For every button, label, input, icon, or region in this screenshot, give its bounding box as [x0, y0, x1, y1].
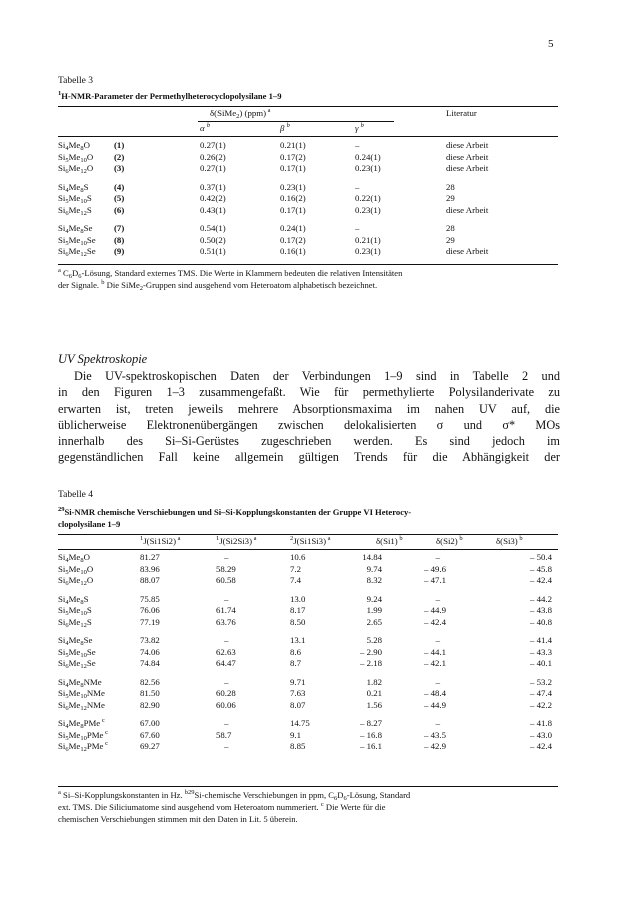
table4-cell: – 41.4	[530, 635, 552, 645]
table4-cell: – 2.90	[360, 646, 382, 657]
table4-cell: – 44.9	[424, 605, 446, 615]
table4-cell: 60.06	[216, 699, 236, 710]
alpha-value: 0.54(1)	[200, 223, 226, 233]
table4-cell: 9.74	[366, 563, 382, 574]
table4-cell: 8.6	[290, 646, 301, 657]
table-row	[58, 564, 558, 576]
page-number: 5	[548, 38, 554, 50]
table-row	[58, 223, 558, 235]
compound-number: (9)	[114, 246, 125, 256]
table-row	[58, 193, 558, 205]
gamma-value: 0.22(1)	[355, 193, 381, 203]
compound-formula: $Si_6Me_{12}Se$	[58, 246, 96, 258]
table4-cell: – 42.4	[530, 575, 552, 585]
gamma-value: 0.24(1)	[355, 151, 381, 162]
beta-value: 0.17(1)	[280, 204, 306, 215]
table-row	[58, 152, 558, 164]
compound-formula: $Si_5Me_{10}Se$	[58, 646, 96, 659]
table4-top-rule	[58, 534, 558, 535]
compound-formula: $Si_6Me_{12}S$	[58, 616, 92, 629]
compound-formula: $Si_6Me_{12}O$	[58, 575, 94, 587]
alpha-value: 0.43(1)	[200, 204, 226, 215]
table3-group-header: δ(SiMe$_2$) (ppm) $^a$	[210, 107, 271, 120]
literature-value: 29	[446, 193, 455, 203]
table4-cell: 8.17	[290, 605, 306, 615]
table4-cell: – 44.1	[424, 646, 446, 657]
table4-cell: 81.50	[140, 688, 160, 698]
compound-formula: $Si_5Me_{10}S$	[58, 605, 92, 617]
table3-header	[58, 108, 558, 120]
table-row	[58, 647, 558, 659]
table4-cell: 60.28	[216, 688, 236, 698]
table3-body	[58, 140, 558, 258]
table4-cell: 82.56	[140, 676, 160, 687]
table-row	[58, 205, 558, 217]
table4-cell: 67.00	[140, 718, 160, 728]
gamma-value: –	[355, 140, 360, 150]
gamma-value: 0.23(1)	[355, 204, 381, 215]
compound-formula: $Si_5Me_{10}O$	[58, 563, 94, 576]
paragraph-line: in den Figuren 1–3 zusammengefaßt. Wie für permethylierte Polysilanderivate zu	[58, 385, 560, 400]
table4-cell: 7.2	[290, 563, 301, 574]
table3-literature-header: Literatur	[446, 108, 477, 118]
gamma-value: 0.23(1)	[355, 163, 381, 173]
table4-cell: 0.21	[366, 688, 382, 698]
table3-caption: $^1$H-NMR-Parameter der Permethylheterocyclopolysilane 1–9	[58, 90, 282, 101]
table-row	[58, 730, 558, 742]
compound-number: (4)	[114, 181, 125, 192]
gamma-value: –	[355, 223, 360, 233]
table4-cell: 9.24	[366, 593, 382, 604]
table4-cell: – 47.1	[424, 575, 446, 585]
table-row	[58, 182, 558, 194]
table4-cell: –	[224, 676, 229, 687]
beta-value: 0.17(2)	[280, 234, 306, 245]
compound-formula: $Si_4Me_8O$	[58, 552, 90, 564]
table4-cell: – 16.1	[360, 741, 382, 751]
alpha-value: 0.50(2)	[200, 234, 226, 245]
table4-cell: 58.7	[216, 729, 232, 740]
compound-formula: $Si_4Me_8Se$	[58, 223, 93, 235]
table3-footnote: $^a$ $C_6D_6$-Lösung, Standard externes TMS. Die Werte in Klammern bedeuten die relativen Intensitäten der Signale. $^b$ Die SiMe$_2$-Gruppen sind ausgehend vom Heteroatom alphabetisch bezeichnet.	[58, 267, 403, 292]
gamma-value: –	[355, 181, 360, 192]
table4-cell: – 8.27	[360, 718, 382, 728]
compound-number: (3)	[114, 163, 125, 173]
table3-bottom-rule	[58, 264, 558, 265]
gamma-value: 0.23(1)	[355, 246, 381, 256]
table4-cell: – 41.8	[530, 718, 552, 728]
compound-formula: $Si_5Me_{10}NMe$	[58, 688, 105, 700]
beta-value: 0.17(2)	[280, 151, 306, 162]
table4-cell: 77.19	[140, 616, 160, 627]
table-row	[58, 718, 558, 730]
table4-cell: 8.7	[290, 658, 301, 668]
table4-cell: 1.82	[366, 676, 382, 687]
compound-formula: $Si_6Me_{12}PMe$ $^c$	[58, 740, 108, 753]
compound-formula: $Si_4Me_8PMe$ $^c$	[58, 717, 105, 730]
table4-cell: 61.74	[216, 605, 236, 615]
table4-cell: 7.63	[290, 688, 306, 698]
table4-cell: – 43.8	[530, 605, 552, 615]
table4-cell: – 40.1	[530, 658, 552, 668]
paragraph-line: erwarten ist, treten jeweils mehrere Absorptionsmaxima im nahen UV auf, die	[58, 401, 560, 416]
literature-value: 29	[446, 234, 455, 245]
table4-label: Tabelle 4	[58, 490, 93, 500]
table4-column-header: $^2$J(Si1Si3) $^a$	[290, 535, 331, 546]
paragraph-line: gegenständlichen Fall keine allgemein gültigen Trends für die Abhängigkeit der	[58, 450, 560, 465]
table4-cell: –	[435, 635, 440, 645]
table4-cell: – 47.4	[530, 688, 552, 698]
table-row	[58, 605, 558, 617]
table4-cell: 82.90	[140, 699, 160, 710]
table4-cell: 8.07	[290, 699, 306, 710]
alpha-value: 0.42(2)	[200, 193, 226, 203]
table4-cell: 74.06	[140, 646, 160, 657]
table4-cell: –	[435, 552, 440, 562]
table4-cell: –	[224, 552, 229, 562]
table-row	[58, 140, 558, 152]
table4-cell: – 43.5	[424, 729, 446, 740]
compound-formula: $Si_6Me_{12}NMe$	[58, 699, 105, 712]
table-row	[58, 575, 558, 587]
alpha-value: 0.27(1)	[200, 140, 226, 150]
table4-cell: 75.85	[140, 593, 160, 604]
table4-cell: 7.4	[290, 575, 301, 585]
table3-col-beta: β $^b$	[280, 122, 290, 133]
compound-number: (1)	[114, 140, 125, 150]
table4-header-rule	[58, 549, 558, 550]
table-row	[58, 741, 558, 753]
table4-cell: 8.50	[290, 616, 306, 627]
table4-cell: –	[224, 718, 229, 728]
table4-cell: –	[435, 593, 440, 604]
table4-cell: 9.1	[290, 729, 301, 740]
alpha-value: 0.27(1)	[200, 163, 226, 173]
gamma-value: 0.21(1)	[355, 234, 381, 245]
table-row	[58, 688, 558, 700]
table4-header	[58, 536, 558, 548]
literature-value: diese Arbeit	[446, 140, 489, 150]
table4-cell: – 40.8	[530, 616, 552, 627]
table4-cell: 8.32	[366, 575, 382, 585]
table4-footnote: $^a$ Si–Si-Kopplungskonstanten in Hz. $^{b29}$Si-chemische Verschiebungen in ppm, $C_6D_6$-Lösung, Standard ext. TMS. Die Siliciumatome sind ausgehend vom Heteroatom nummeriert. $^c$ Die Werte für die chemischen Verschiebungen stimmen mit den Daten in Lit. 5 überein.	[58, 789, 411, 824]
table4-cell: 1.56	[366, 699, 382, 710]
table3-col-gamma: γ $^b$	[355, 122, 364, 133]
table-row	[58, 246, 558, 258]
table4-cell: 62.63	[216, 646, 236, 657]
table-row	[58, 658, 558, 670]
compound-formula: $Si_4Me_8Se$	[58, 635, 93, 647]
literature-value: diese Arbeit	[446, 246, 489, 256]
table4-cell: 14.75	[290, 718, 310, 728]
compound-number: (6)	[114, 204, 125, 215]
table4-column-header: δ(Si2) $^b$	[436, 535, 463, 546]
table4-cell: – 43.0	[530, 729, 552, 740]
table4-cell: 13.0	[290, 593, 306, 604]
compound-formula: $Si_6Me_{12}Se$	[58, 658, 96, 670]
table4-cell: 73.82	[140, 635, 160, 645]
compound-formula: $Si_5Me_{10}O$	[58, 151, 94, 164]
compound-number: (5)	[114, 193, 125, 203]
table4-cell: – 49.6	[424, 563, 446, 574]
table4-cell: – 53.2	[530, 676, 552, 687]
beta-value: 0.24(1)	[280, 223, 306, 233]
table4-cell: 14.84	[362, 552, 382, 562]
table4-cell: 81.27	[140, 552, 160, 562]
compound-formula: $Si_5Me_{10}PMe$ $^c$	[58, 728, 108, 742]
compound-formula: $Si_4Me_8NMe$	[58, 676, 102, 689]
table-row	[58, 235, 558, 247]
compound-number: (8)	[114, 234, 125, 245]
compound-formula: $Si_4Me_8S$	[58, 593, 89, 606]
table4-cell: – 16.8	[360, 729, 382, 740]
table4-caption: $^{29}$Si-NMR chemische Verschiebungen und Si–Si-Kopplungskonstanten der Gruppe VI Heterocy- clopolysilane 1–9	[58, 506, 412, 529]
table3-group-rule	[198, 121, 394, 122]
table4-cell: 13.1	[290, 635, 306, 645]
alpha-value: 0.51(1)	[200, 246, 226, 256]
table4-cell: 83.96	[140, 563, 160, 574]
compound-formula: $Si_4Me_8S$	[58, 181, 89, 194]
beta-value: 0.16(2)	[280, 193, 306, 203]
table4-cell: 76.06	[140, 605, 160, 615]
table-row	[58, 677, 558, 689]
table4-cell: –	[435, 718, 440, 728]
table4-header-row	[58, 536, 558, 548]
table4-cell: 67.60	[140, 729, 160, 740]
compound-formula: $Si_6Me_{12}O$	[58, 163, 94, 175]
table4-cell: 1.99	[366, 605, 382, 615]
compound-number: (7)	[114, 223, 125, 233]
compound-formula: $Si_5Me_{10}S$	[58, 193, 92, 205]
table4-cell: –	[224, 741, 229, 751]
table4-column-header: $^1$J(Si1Si2) $^a$	[140, 535, 181, 546]
table4-column-header: $^1$J(Si2Si3) $^a$	[216, 535, 257, 546]
beta-value: 0.16(1)	[280, 246, 306, 256]
table4-cell: 2.65	[366, 616, 382, 627]
table-row	[58, 700, 558, 712]
literature-value: diese Arbeit	[446, 163, 489, 173]
table4-cell: – 45.8	[530, 563, 552, 574]
table4-cell: –	[435, 676, 440, 687]
literature-value: 28	[446, 223, 455, 233]
table3-top-rule	[58, 106, 558, 107]
table3-col-alpha: α $^b$	[200, 122, 211, 133]
table4-body	[58, 552, 558, 753]
table4-cell: – 44.9	[424, 699, 446, 710]
literature-value: diese Arbeit	[446, 151, 489, 162]
literature-value: diese Arbeit	[446, 204, 489, 215]
paragraph-line: innerhalb des Si–Si-Gerüstes zugeschrieben werden. Es sind jedoch im	[58, 434, 560, 449]
table4-cell: – 42.1	[424, 658, 446, 668]
table4-cell: 63.76	[216, 616, 236, 627]
table4-cell: 60.58	[216, 575, 236, 585]
table4-cell: – 42.9	[424, 741, 446, 751]
table4-cell: –	[224, 593, 229, 604]
table3-header-rule	[58, 136, 558, 137]
table4-cell: 88.07	[140, 575, 160, 585]
paragraph-line: Die UV-spektroskopischen Daten der Verbindungen 1–9 sind in Tabelle 2 und	[74, 369, 560, 383]
section-paragraph	[58, 368, 560, 466]
table4-cell: 9.71	[290, 676, 306, 687]
table4-cell: – 42.2	[530, 699, 552, 710]
beta-value: 0.23(1)	[280, 181, 306, 192]
alpha-value: 0.26(2)	[200, 151, 226, 162]
table-row	[58, 552, 558, 564]
table4-cell: –	[224, 635, 229, 645]
beta-value: 0.21(1)	[280, 140, 306, 150]
table-row	[58, 594, 558, 606]
table4-cell: 58.29	[216, 563, 236, 574]
table4-cell: – 50.4	[530, 552, 552, 562]
table3-label: Tabelle 3	[58, 76, 93, 86]
table4-cell: – 43.3	[530, 646, 552, 657]
table4-column-header: δ(Si3) $^b$	[496, 535, 523, 546]
beta-value: 0.17(1)	[280, 163, 306, 173]
table4-cell: – 42.4	[424, 616, 446, 627]
table4-cell: – 44.2	[530, 593, 552, 604]
table3-subheader	[58, 123, 558, 135]
compound-formula: $Si_5Me_{10}Se$	[58, 234, 96, 247]
table-row	[58, 635, 558, 647]
compound-formula: $Si_4Me_8O$	[58, 140, 90, 152]
table4-cell: 64.47	[216, 658, 236, 668]
compound-number: (2)	[114, 151, 125, 162]
table4-column-header: δ(Si1) $^b$	[376, 535, 403, 546]
table4-cell: 5.28	[366, 635, 382, 645]
table4-cell: 8.85	[290, 741, 306, 751]
table-row	[58, 163, 558, 175]
table4-cell: – 2.18	[360, 658, 382, 668]
literature-value: 28	[446, 181, 455, 192]
alpha-value: 0.37(1)	[200, 181, 226, 192]
section-title: UV Spektroskopie	[58, 352, 148, 366]
table4-bottom-rule	[58, 786, 558, 787]
table4-cell: 69.27	[140, 741, 160, 751]
table-row	[58, 617, 558, 629]
table4-cell: 10.6	[290, 552, 306, 562]
table4-cell: 74.84	[140, 658, 160, 668]
compound-formula: $Si_6Me_{12}S$	[58, 204, 92, 217]
paragraph-line: üblicherweise Elektronenübergängen zwischen delokalisierten σ und σ* MOs	[58, 417, 560, 432]
table4-cell: – 48.4	[424, 688, 446, 698]
table4-cell: – 42.4	[530, 741, 552, 751]
